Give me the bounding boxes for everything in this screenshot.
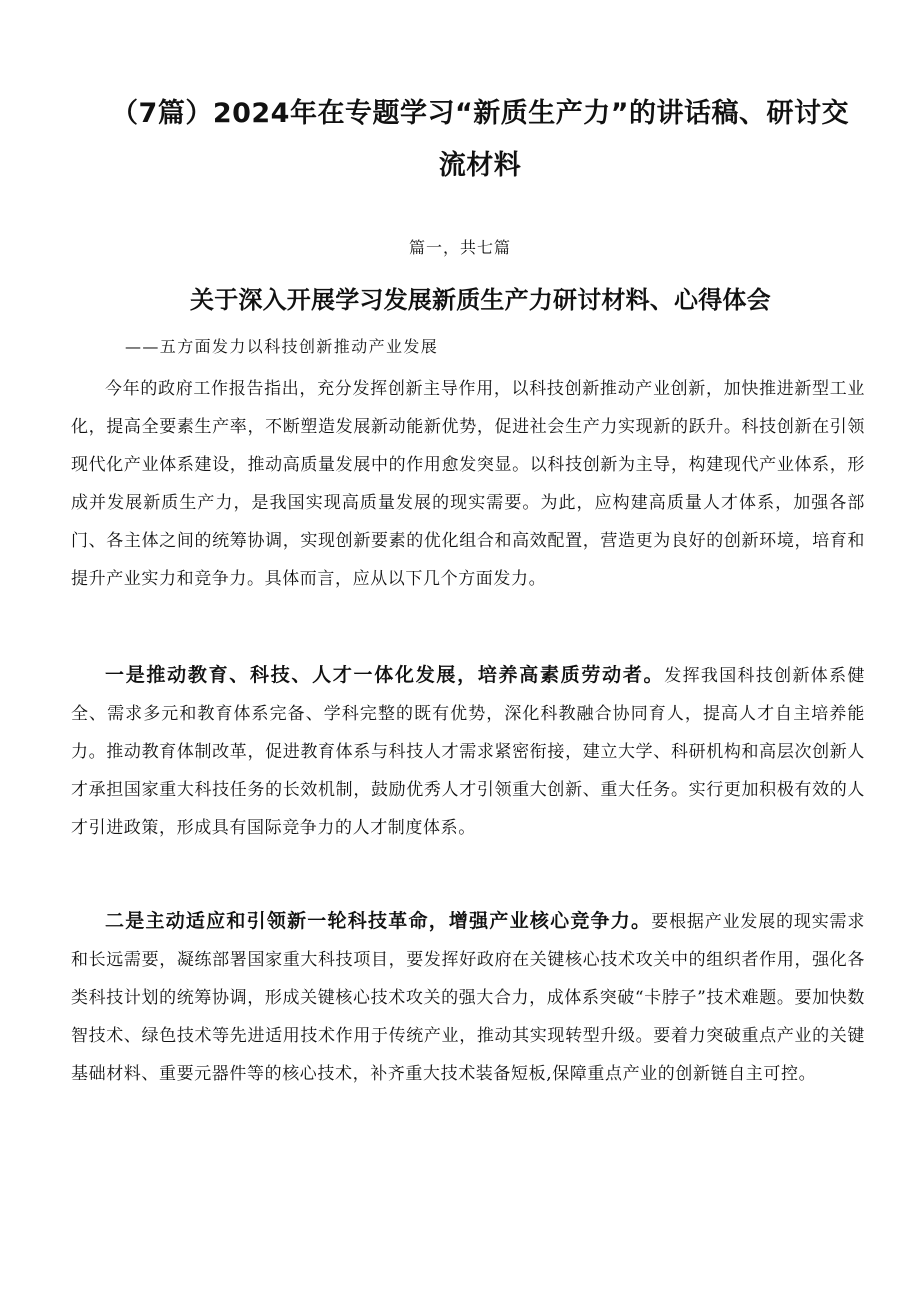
document-title-line-2: 流材料 <box>438 150 522 181</box>
paragraph-point-1 <box>71 656 865 847</box>
document-title-line-1: （7篇）2024年在专题学习“新质生产力”的讲话稿、研讨交 <box>111 98 849 129</box>
paragraph-lead: 二是主动适应和引领新一轮科技革命，增强产业核心竞争力。 <box>105 910 652 932</box>
paragraph-point-2 <box>71 902 865 1093</box>
section-heading: 关于深入开展学习发展新质生产力研讨材料、心得体会 <box>190 286 771 314</box>
paragraph-intro <box>71 370 865 598</box>
part-label: 篇一，共七篇 <box>408 238 511 257</box>
paragraph-text: 发挥我国科技创新体系健全、需求多元和教育体系完备、学科完整的既有优势，深化科教融合协同育人，提高人才自主培养能力。推动教育体制改革，促进教育体系与科技人才需求紧密衔接，建立大学、科研机构和高层次创新人才承担国家重大科技任务的长效机制，鼓励优秀人才引领重大创新、重大任务。实行更加积极有效的人才引进政策，形成具有国际竞争力的人才制度体系。 <box>71 666 865 838</box>
paragraph-lead: 一是推动教育、科技、人才一体化发展，培养高素质劳动者。 <box>105 664 665 686</box>
paragraph-text: 今年的政府工作报告指出，充分发挥创新主导作用，以科技创新推动产业创新，加快推进新型工业化，提高全要素生产率，不断塑造发展新动能新优势，促进社会生产力实现新的跃升。科技创新在引领现代化产业体系建设，推动高质量发展中的作用愈发突显。以科技创新为主导，构建现代产业体系，形成并发展新质生产力，是我国实现高质量发展的现实需要。为此，应构建高质量人才体系，加强各部门、各主体之间的统筹协调，实现创新要素的优化组合和高效配置，营造更为良好的创新环境，培育和提升产业实力和竞争力。具体而言，应从以下几个方面发力。 <box>71 379 865 589</box>
paragraph-text: 要根据产业发展的现实需求和长远需要，凝练部署国家重大科技项目，要发挥好政府在关键核心技术攻关中的组织者作用，强化各类科技计划的统筹协调，形成关键核心技术攻关的强大合力，成体系突破“卡脖子”技术难题。要加快数智技术、绿色技术等先进适用技术作用于传统产业，推动其实现转型升级。要着力突破重点产业的关键基础材料、重要元器件等的核心技术，补齐重大技术装备短板,保障重点产业的创新链自主可控。 <box>71 912 865 1084</box>
section-subtitle: ——五方面发力以科技创新推动产业发展 <box>125 337 439 356</box>
